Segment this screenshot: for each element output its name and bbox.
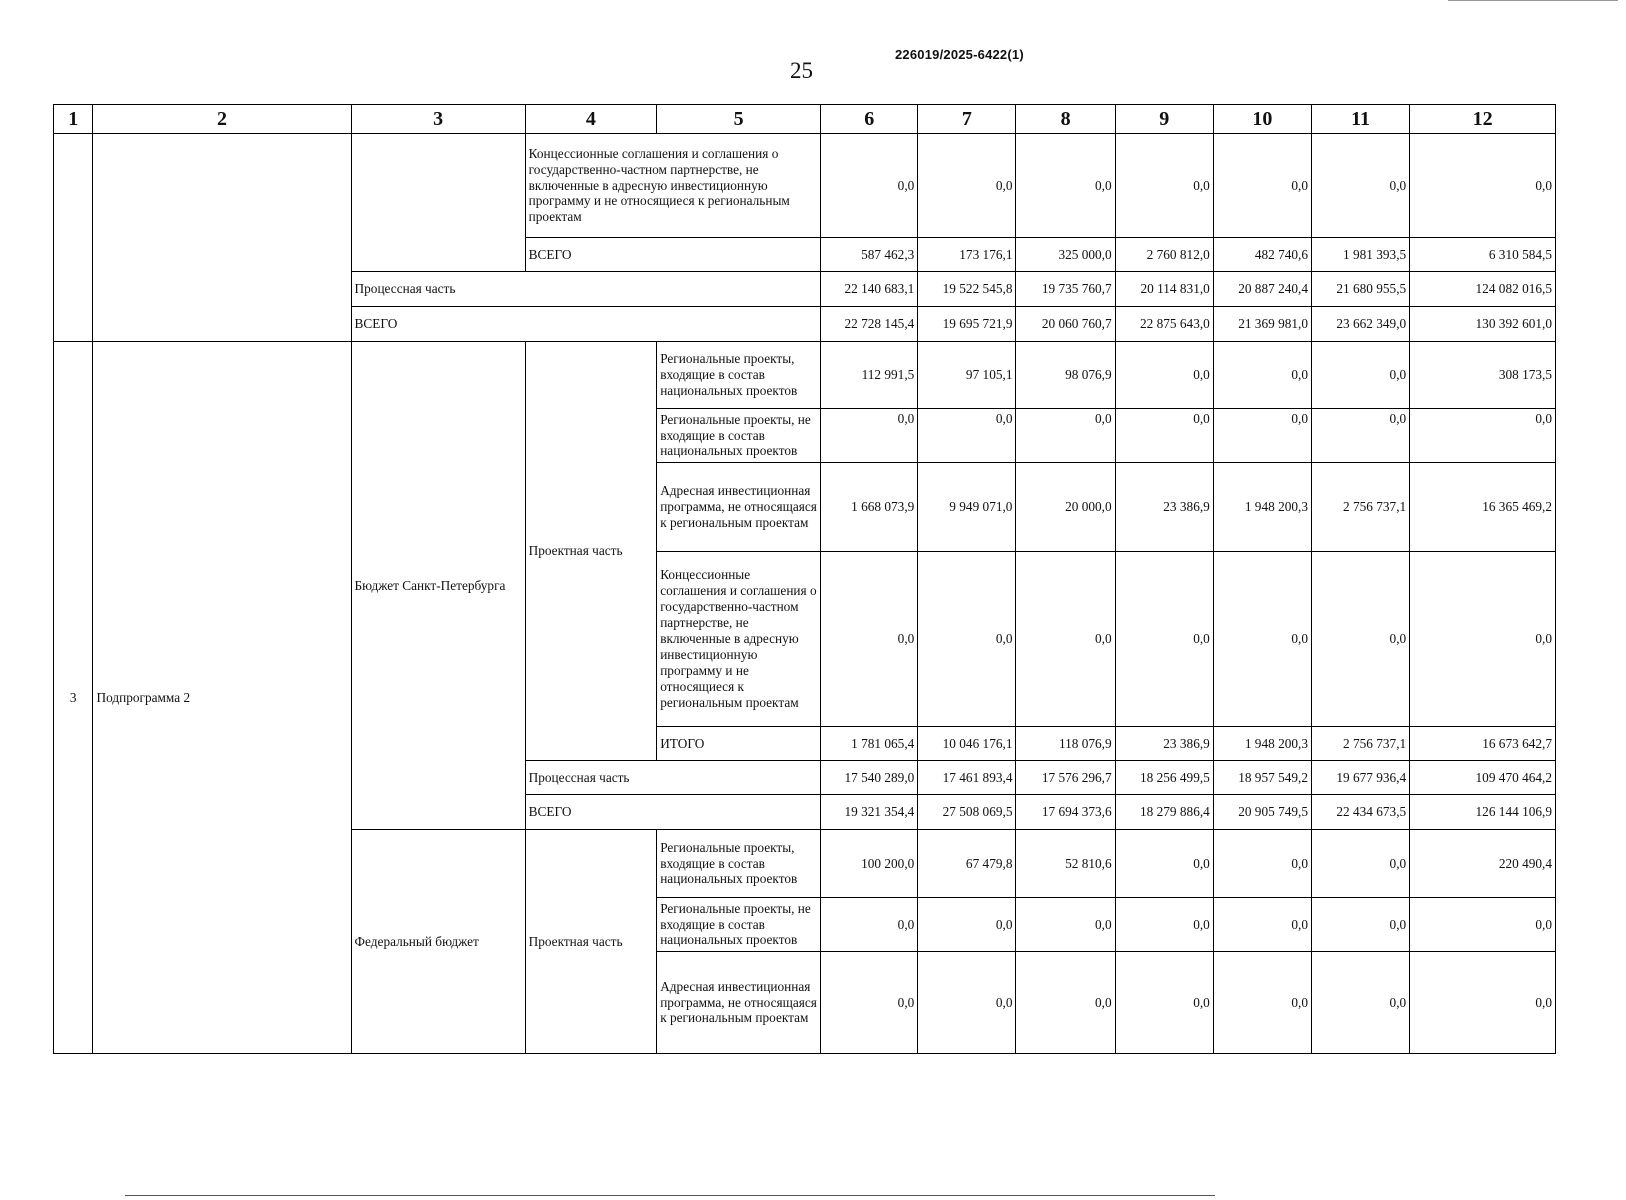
value-cell: 0,0 [1410,134,1556,238]
value-cell: 2 756 737,1 [1312,727,1410,761]
value-cell: 0,0 [1115,830,1213,898]
value-cell: 27 508 069,5 [918,795,1016,830]
table-row-prev-concession [54,134,1556,238]
value-cell: 18 256 499,5 [1115,761,1213,795]
value-cell: 173 176,1 [918,238,1016,272]
header-cell: 2 [93,105,351,134]
row-label: Региональные проекты, входящие в состав национальных проектов [657,830,821,898]
value-cell: 220 490,4 [1410,830,1556,898]
value-cell: 308 173,5 [1410,342,1556,409]
value-cell: 0,0 [1410,409,1556,463]
value-cell: 325 000,0 [1016,238,1115,272]
value-cell: 0,0 [821,898,918,952]
value-cell: 0,0 [1016,552,1115,727]
value-cell: 1 948 200,3 [1213,463,1311,552]
value-cell: 0,0 [918,952,1016,1054]
row-label: Региональные проекты, не входящие в состав национальных проектов [657,409,821,463]
value-cell: 23 662 349,0 [1312,307,1410,342]
value-cell: 0,0 [1312,409,1410,463]
budget-source: Бюджет Санкт-Петербурга [351,342,525,830]
value-cell: 23 386,9 [1115,463,1213,552]
value-cell: 0,0 [1016,952,1115,1054]
bottom-rule [125,1195,1215,1196]
value-cell: 0,0 [1410,952,1556,1054]
value-cell: 20 887 240,4 [1213,272,1311,307]
row-label: ВСЕГО [525,795,821,830]
value-cell: 21 680 955,5 [1312,272,1410,307]
value-cell: 18 957 549,2 [1213,761,1311,795]
value-cell: 97 105,1 [918,342,1016,409]
header-cell: 7 [918,105,1016,134]
value-cell: 482 740,6 [1213,238,1311,272]
value-cell: 0,0 [1016,898,1115,952]
value-cell: 0,0 [1213,552,1311,727]
row-label: Концессионные соглашения и соглашения о государственно-частном партнерстве, не включенные в адресную инвестиционную программу и не относящиеся к региональным проектам [525,134,821,238]
value-cell: 100 200,0 [821,830,918,898]
value-cell: 1 781 065,4 [821,727,918,761]
value-cell: 0,0 [918,409,1016,463]
value-cell: 1 981 393,5 [1312,238,1410,272]
row-label: Адресная инвестиционная программа, не относящаяся к региональным проектам [657,952,821,1054]
value-cell: 112 991,5 [821,342,918,409]
header-cell: 11 [1312,105,1410,134]
value-cell: 19 677 936,4 [1312,761,1410,795]
value-cell: 0,0 [1312,552,1410,727]
value-cell: 0,0 [1115,342,1213,409]
value-cell: 2 760 812,0 [1115,238,1213,272]
row-label: Концессионные соглашения и соглашения о государственно-частном партнерстве, не включенные в адресную инвестиционную программу и не относящиеся к региональным проектам [657,552,821,727]
cell-blank-col1 [54,134,93,342]
value-cell: 16 673 642,7 [1410,727,1556,761]
value-cell: 587 462,3 [821,238,918,272]
header-row [54,105,1556,134]
header-cell: 10 [1213,105,1311,134]
value-cell: 2 756 737,1 [1312,463,1410,552]
value-cell: 0,0 [821,952,918,1054]
value-cell: 0,0 [1213,409,1311,463]
value-cell: 10 046 176,1 [918,727,1016,761]
value-cell: 17 461 893,4 [918,761,1016,795]
header-cell: 8 [1016,105,1115,134]
value-cell: 0,0 [821,134,918,238]
value-cell: 23 386,9 [1115,727,1213,761]
value-cell: 98 076,9 [1016,342,1115,409]
cell-blank-col3 [351,134,525,272]
value-cell: 0,0 [1213,898,1311,952]
row-label: Региональные проекты, входящие в состав национальных проектов [657,342,821,409]
value-cell: 22 728 145,4 [821,307,918,342]
row-label: ИТОГО [657,727,821,761]
value-cell: 0,0 [1115,898,1213,952]
value-cell: 0,0 [918,552,1016,727]
value-cell: 118 076,9 [1016,727,1115,761]
value-cell: 19 522 545,8 [918,272,1016,307]
value-cell: 0,0 [1312,898,1410,952]
value-cell: 109 470 464,2 [1410,761,1556,795]
value-cell: 124 082 016,5 [1410,272,1556,307]
value-cell: 19 695 721,9 [918,307,1016,342]
value-cell: 17 540 289,0 [821,761,918,795]
value-cell: 52 810,6 [1016,830,1115,898]
value-cell: 9 949 071,0 [918,463,1016,552]
value-cell: 19 321 354,4 [821,795,918,830]
header-cell: 9 [1115,105,1213,134]
document-id: 226019/2025-6422(1) [895,47,1024,62]
part-label: Проектная часть [525,830,657,1054]
table-row-spb-rp-in [54,342,1556,409]
value-cell: 17 694 373,6 [1016,795,1115,830]
value-cell: 1 948 200,3 [1213,727,1311,761]
budget-source: Федеральный бюджет [351,830,525,1054]
value-cell: 0,0 [918,898,1016,952]
value-cell: 20 905 749,5 [1213,795,1311,830]
row-label: Региональные проекты, не входящие в состав национальных проектов [657,898,821,952]
value-cell: 0,0 [1016,134,1115,238]
value-cell: 1 668 073,9 [821,463,918,552]
value-cell: 0,0 [1213,134,1311,238]
budget-table [53,104,1556,1054]
value-cell: 22 140 683,1 [821,272,918,307]
header-cell: 1 [54,105,93,134]
row-label: Адресная инвестиционная программа, не относящаяся к региональным проектам [657,463,821,552]
value-cell: 0,0 [1410,552,1556,727]
value-cell: 0,0 [1115,952,1213,1054]
row-label: Процессная часть [351,272,821,307]
value-cell: 126 144 106,9 [1410,795,1556,830]
row-label: Процессная часть [525,761,821,795]
value-cell: 19 735 760,7 [1016,272,1115,307]
value-cell: 0,0 [1312,952,1410,1054]
value-cell: 67 479,8 [918,830,1016,898]
row-number: 3 [54,342,93,1054]
cell-blank-col2 [93,134,351,342]
value-cell: 0,0 [1213,952,1311,1054]
value-cell: 0,0 [1115,552,1213,727]
value-cell: 130 392 601,0 [1410,307,1556,342]
value-cell: 20 114 831,0 [1115,272,1213,307]
value-cell: 6 310 584,5 [1410,238,1556,272]
value-cell: 0,0 [1410,898,1556,952]
row-label: ВСЕГО [525,238,821,272]
value-cell: 20 000,0 [1016,463,1115,552]
value-cell: 22 875 643,0 [1115,307,1213,342]
header-cell: 5 [657,105,821,134]
value-cell: 0,0 [821,409,918,463]
page-number: 25 [790,58,813,83]
value-cell: 0,0 [1213,342,1311,409]
value-cell: 0,0 [821,552,918,727]
value-cell: 0,0 [918,134,1016,238]
subprogram-name: Подпрограмма 2 [93,342,351,1054]
part-label: Проектная часть [525,342,657,761]
value-cell: 0,0 [1016,409,1115,463]
value-cell: 0,0 [1312,342,1410,409]
top-rule [1448,0,1618,1]
header-cell: 4 [525,105,657,134]
row-label: ВСЕГО [351,307,821,342]
value-cell: 0,0 [1115,409,1213,463]
value-cell: 16 365 469,2 [1410,463,1556,552]
header-cell: 3 [351,105,525,134]
value-cell: 22 434 673,5 [1312,795,1410,830]
value-cell: 17 576 296,7 [1016,761,1115,795]
value-cell: 20 060 760,7 [1016,307,1115,342]
header-cell: 6 [821,105,918,134]
value-cell: 18 279 886,4 [1115,795,1213,830]
value-cell: 21 369 981,0 [1213,307,1311,342]
value-cell: 0,0 [1115,134,1213,238]
value-cell: 0,0 [1213,830,1311,898]
value-cell: 0,0 [1312,134,1410,238]
header-cell: 12 [1410,105,1556,134]
value-cell: 0,0 [1312,830,1410,898]
